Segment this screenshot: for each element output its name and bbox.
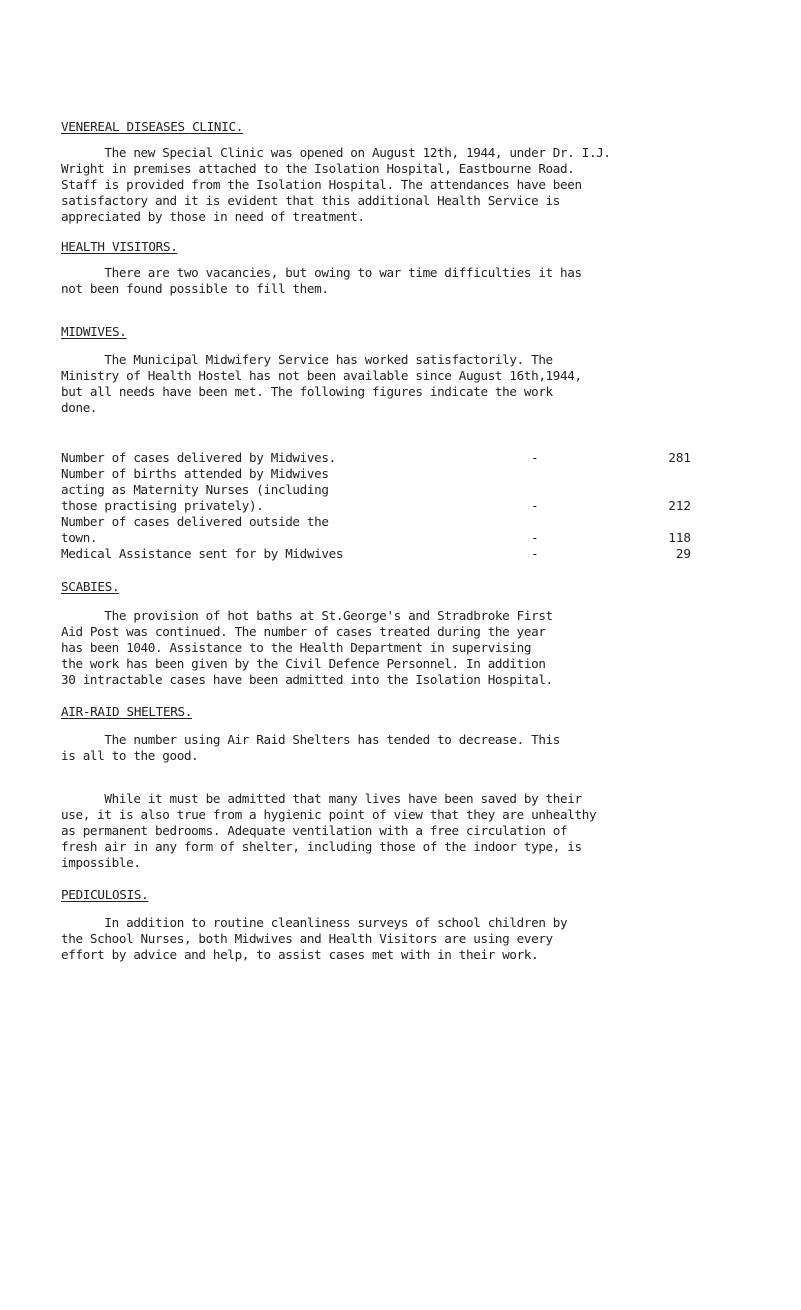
heading-health-visitors: HEALTH VISITORS. (61, 239, 178, 254)
midwives-figures-list (61, 450, 691, 562)
paragraph-air-raid-shelters-2: While it must be admitted that many lives have been saved by their use, it is also true from a hygienic point of view that they are unhealthy as permanent bedrooms. Adequate ventilation with a free circulation of fresh air in any form of shelter, including those of the indoor type, is impossible. (61, 791, 597, 870)
midwives-figure-row (61, 450, 691, 466)
heading-air-raid-shelters: AIR-RAID SHELTERS. (61, 704, 193, 719)
midwives-figure-row (61, 514, 691, 546)
paragraph-air-raid-shelters-1: The number using Air Raid Shelters has tended to decrease. This is all to the good. (61, 732, 561, 763)
figure-value: 281 (668, 450, 691, 465)
heading-pediculosis: PEDICULOSIS. (61, 887, 149, 902)
paragraph-venereal-diseases-clinic: The new Special Clinic was opened on August 12th, 1944, under Dr. I.J. Wright in premises attached to the Isolation Hospital, Eastbourne Road. Staff is provided from the Isolation Hospital. The attendances have been satisfactory and it is evident that this additional Health Service is appreciated by those in need of treatment. (61, 145, 611, 224)
figure-label: Medical Assistance sent for by Midwives (61, 546, 344, 561)
figure-value: 29 (675, 546, 691, 561)
figure-dash: - (531, 498, 539, 513)
paragraph-pediculosis: In addition to routine cleanliness surveys of school children by the School Nurses, both Midwives and Health Visitors are using every effort by advice and help, to assist cases met with in their work. (61, 915, 568, 962)
heading-scabies: SCABIES. (61, 579, 120, 594)
midwives-figure-row (61, 466, 691, 514)
figure-label: Number of cases delivered outside the town. (61, 514, 329, 545)
figure-dash: - (531, 530, 539, 545)
figure-label: Number of births attended by Midwives acting as Maternity Nurses (including those practising privately). (61, 466, 329, 513)
figure-dash: - (531, 450, 539, 465)
midwives-figure-row (61, 546, 691, 562)
heading-venereal-diseases-clinic: VENEREAL DISEASES CLINIC. (61, 119, 244, 134)
figure-value: 118 (668, 530, 691, 545)
figure-value: 212 (668, 498, 691, 513)
figure-dash: - (531, 546, 539, 561)
paragraph-scabies: The provision of hot baths at St.George's and Stradbroke First Aid Post was continued. The number of cases treated during the year has been 1040. Assistance to the Health Department in supervising the work has been given by the Civil Defence Personnel. In addition 30 intractable cases have been admitted into the Isolation Hospital. (61, 608, 553, 687)
heading-midwives: MIDWIVES. (61, 324, 127, 339)
paragraph-health-visitors: There are two vacancies, but owing to war time difficulties it has not been found possible to fill them. (61, 265, 582, 296)
paragraph-midwives: The Municipal Midwifery Service has worked satisfactorily. The Ministry of Health Hostel has not been available since August 16th,1944, but all needs have been met. The following figures indicate the work done. (61, 352, 582, 415)
figure-label: Number of cases delivered by Midwives. (61, 450, 336, 465)
